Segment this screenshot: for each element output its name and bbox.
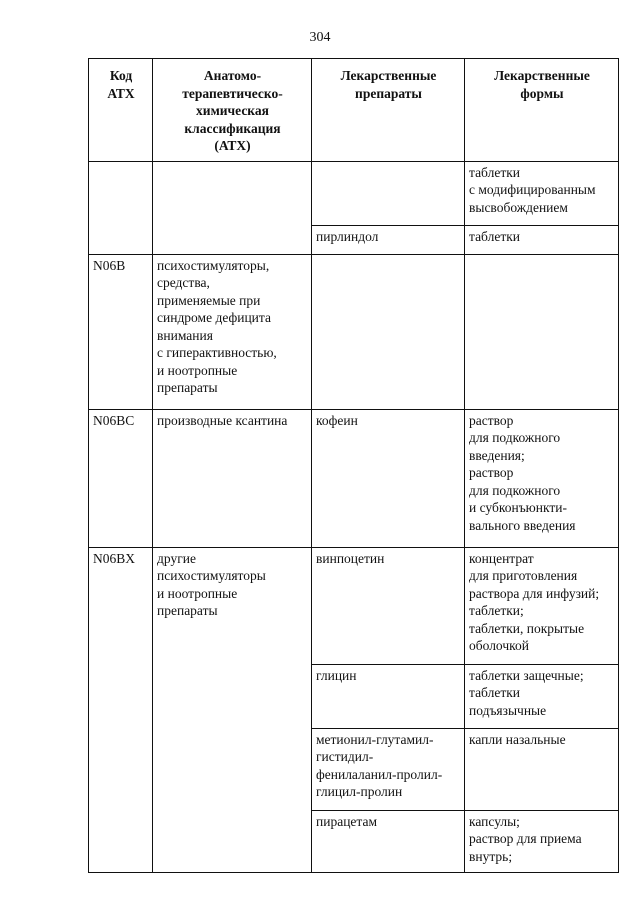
table-row [89,409,619,547]
cell-medicine: кофеин [312,409,465,547]
cell-medicine: пирлиндол [312,225,465,254]
cell-medicine [312,254,465,409]
cell-atx-code: N06BC [89,409,153,547]
cell-dosage-form: капли назальные [465,728,619,810]
cell-classification: психостимуляторы, средства, применяемые при синдроме дефицита внимания с гиперактивностью, и ноотропные препараты [153,254,312,409]
atx-drug-table [88,58,619,873]
table-row [89,547,619,664]
cell-medicine: глицин [312,664,465,728]
cell-atx-code: N06BX [89,547,153,872]
cell-medicine: метионил-глутамил- гистидил- фенилаланил-пролил- глицил-пролин [312,728,465,810]
header-atx-classification: Анатомо- терапевтическо- химическая классификация (АТХ) [153,59,312,162]
cell-atx-code [89,161,153,254]
cell-classification: производные ксантина [153,409,312,547]
cell-dosage-form: таблетки с модифицированным высвобождением [465,161,619,225]
cell-medicine: винпоцетин [312,547,465,664]
cell-dosage-form: таблетки [465,225,619,254]
header-dosage-forms: Лекарственные формы [465,59,619,162]
cell-dosage-form [465,254,619,409]
table-header-row [89,59,619,162]
cell-medicine: пирацетам [312,810,465,872]
cell-medicine [312,161,465,225]
table-row [89,254,619,409]
cell-classification: другие психостимуляторы и ноотропные препараты [153,547,312,872]
cell-dosage-form: капсулы; раствор для приема внутрь; [465,810,619,872]
cell-classification [153,161,312,254]
page-number: 304 [309,30,331,45]
header-medicines: Лекарственные препараты [312,59,465,162]
cell-dosage-form: концентрат для приготовления раствора для инфузий; таблетки; таблетки, покрытые оболочкой [465,547,619,664]
cell-atx-code: N06B [89,254,153,409]
cell-dosage-form: раствор для подкожного введения; раствор для подкожного и субконъюнкти- вального введения [465,409,619,547]
header-atx-code: Код АТХ [89,59,153,162]
table-row [89,161,619,225]
cell-dosage-form: таблетки защечные; таблетки подъязычные [465,664,619,728]
